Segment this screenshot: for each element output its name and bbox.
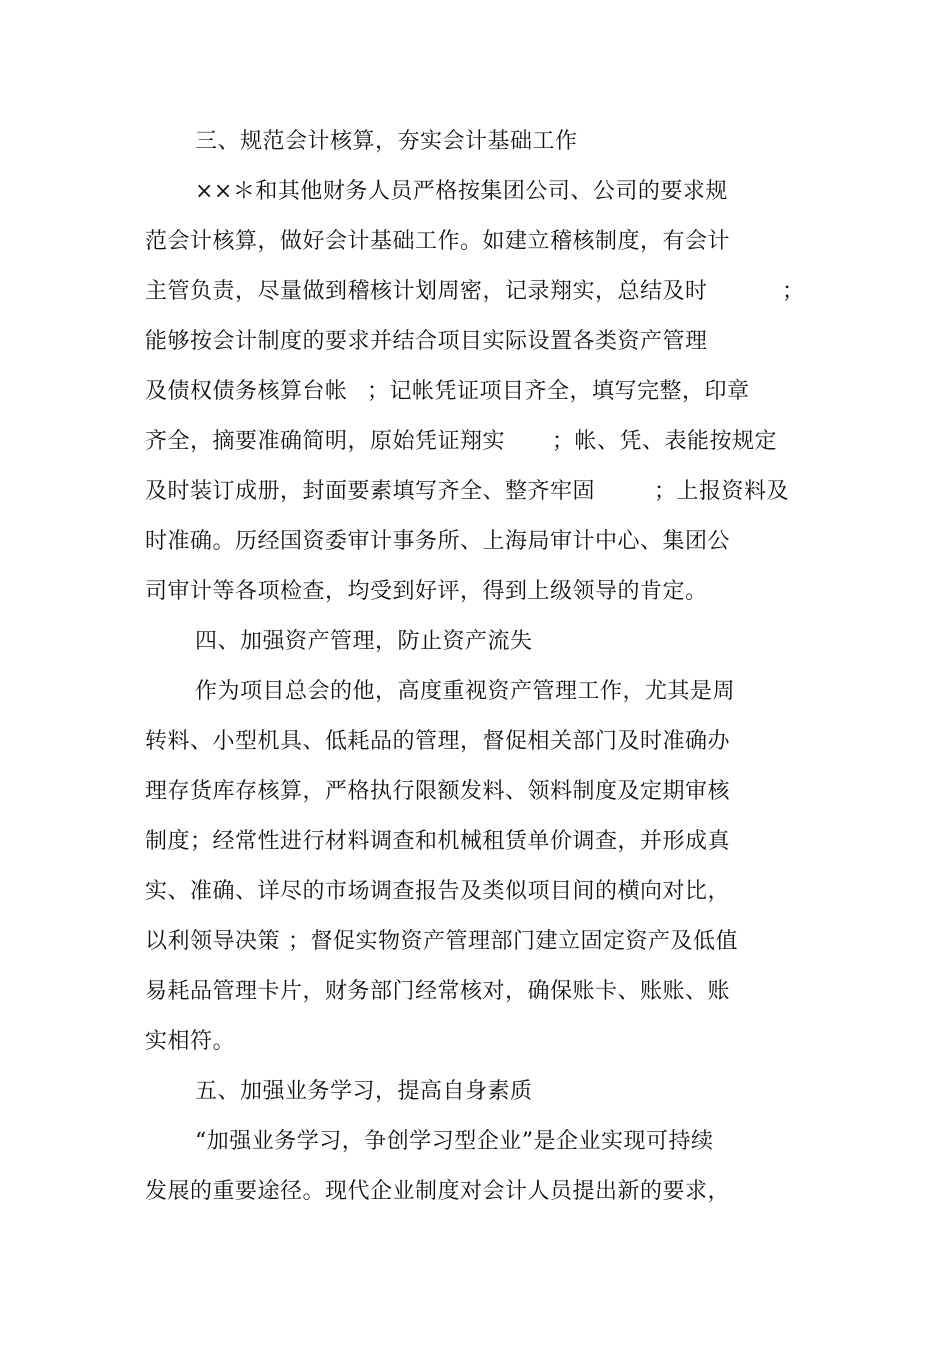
section-heading-5: 五、加强业务学习，提高自身素质	[195, 1079, 533, 1104]
paragraph-line: 发展的重要途径。现代企业制度对会计人员提出新的要求，	[145, 1179, 731, 1204]
paragraph-line: 主管负责，尽量做到稽核计划周密，记录翔实，总结及时	[145, 279, 708, 304]
paragraph-line: 及债权债务核算台帐	[145, 379, 348, 404]
paragraph-line: 易耗品管理卡片，财务部门经常核对，确保账卡、账账、账	[145, 979, 731, 1004]
paragraph-line: 以利领导决策	[145, 929, 281, 954]
paragraph-line: 齐全，摘要准确简明，原始凭证翔实	[145, 429, 506, 454]
paragraph-line: 时准确。历经国资委审计事务所、上海局审计中心、集团公	[145, 529, 731, 554]
section-heading-3: 三、规范会计核算，夯实会计基础工作	[195, 129, 578, 154]
paragraph-line: 范会计核算，做好会计基础工作。如建立稽核制度，有会计	[145, 229, 731, 254]
section-heading-4: 四、加强资产管理，防止资产流失	[195, 629, 533, 654]
paragraph-line: ××＊和其他财务人员严格按集团公司、公司的要求规	[195, 179, 728, 204]
paragraph-line: 制度；经常性进行材料调查和机械租赁单价调查，并形成真	[145, 829, 731, 854]
paragraph-line-fragment: ；帐、凭、表能按规定	[552, 429, 778, 454]
paragraph-line: 转料、小型机具、低耗品的管理，督促相关部门及时准确办	[145, 729, 731, 754]
paragraph-line-fragment: ；	[782, 279, 805, 304]
paragraph-line-fragment: ；督促实物资产管理部门建立固定资产及低值	[288, 929, 739, 954]
paragraph-line-fragment: ；上报资料及	[654, 479, 790, 504]
paragraph-line: 实相符。	[145, 1029, 236, 1054]
paragraph-line: 作为项目总会的他，高度重视资产管理工作，尤其是周	[195, 679, 736, 704]
paragraph-line: 司审计等各项检查，均受到好评，得到上级领导的肯定。	[145, 579, 708, 604]
paragraph-line: 实、准确、详尽的市场调查报告及类似项目间的横向对比，	[145, 879, 731, 904]
paragraph-line-fragment: ；记帐凭证项目齐全，填写完整，印章	[367, 379, 750, 404]
paragraph-line: 及时装订成册，封面要素填写齐全、整齐牢固	[145, 479, 596, 504]
paragraph-line: “加强业务学习，争创学习型企业”是企业实现可持续	[195, 1129, 714, 1154]
paragraph-line: 能够按会计制度的要求并结合项目实际设置各类资产管理	[145, 329, 708, 354]
paragraph-line: 理存货库存核算，严格执行限额发料、领料制度及定期审核	[145, 779, 731, 804]
